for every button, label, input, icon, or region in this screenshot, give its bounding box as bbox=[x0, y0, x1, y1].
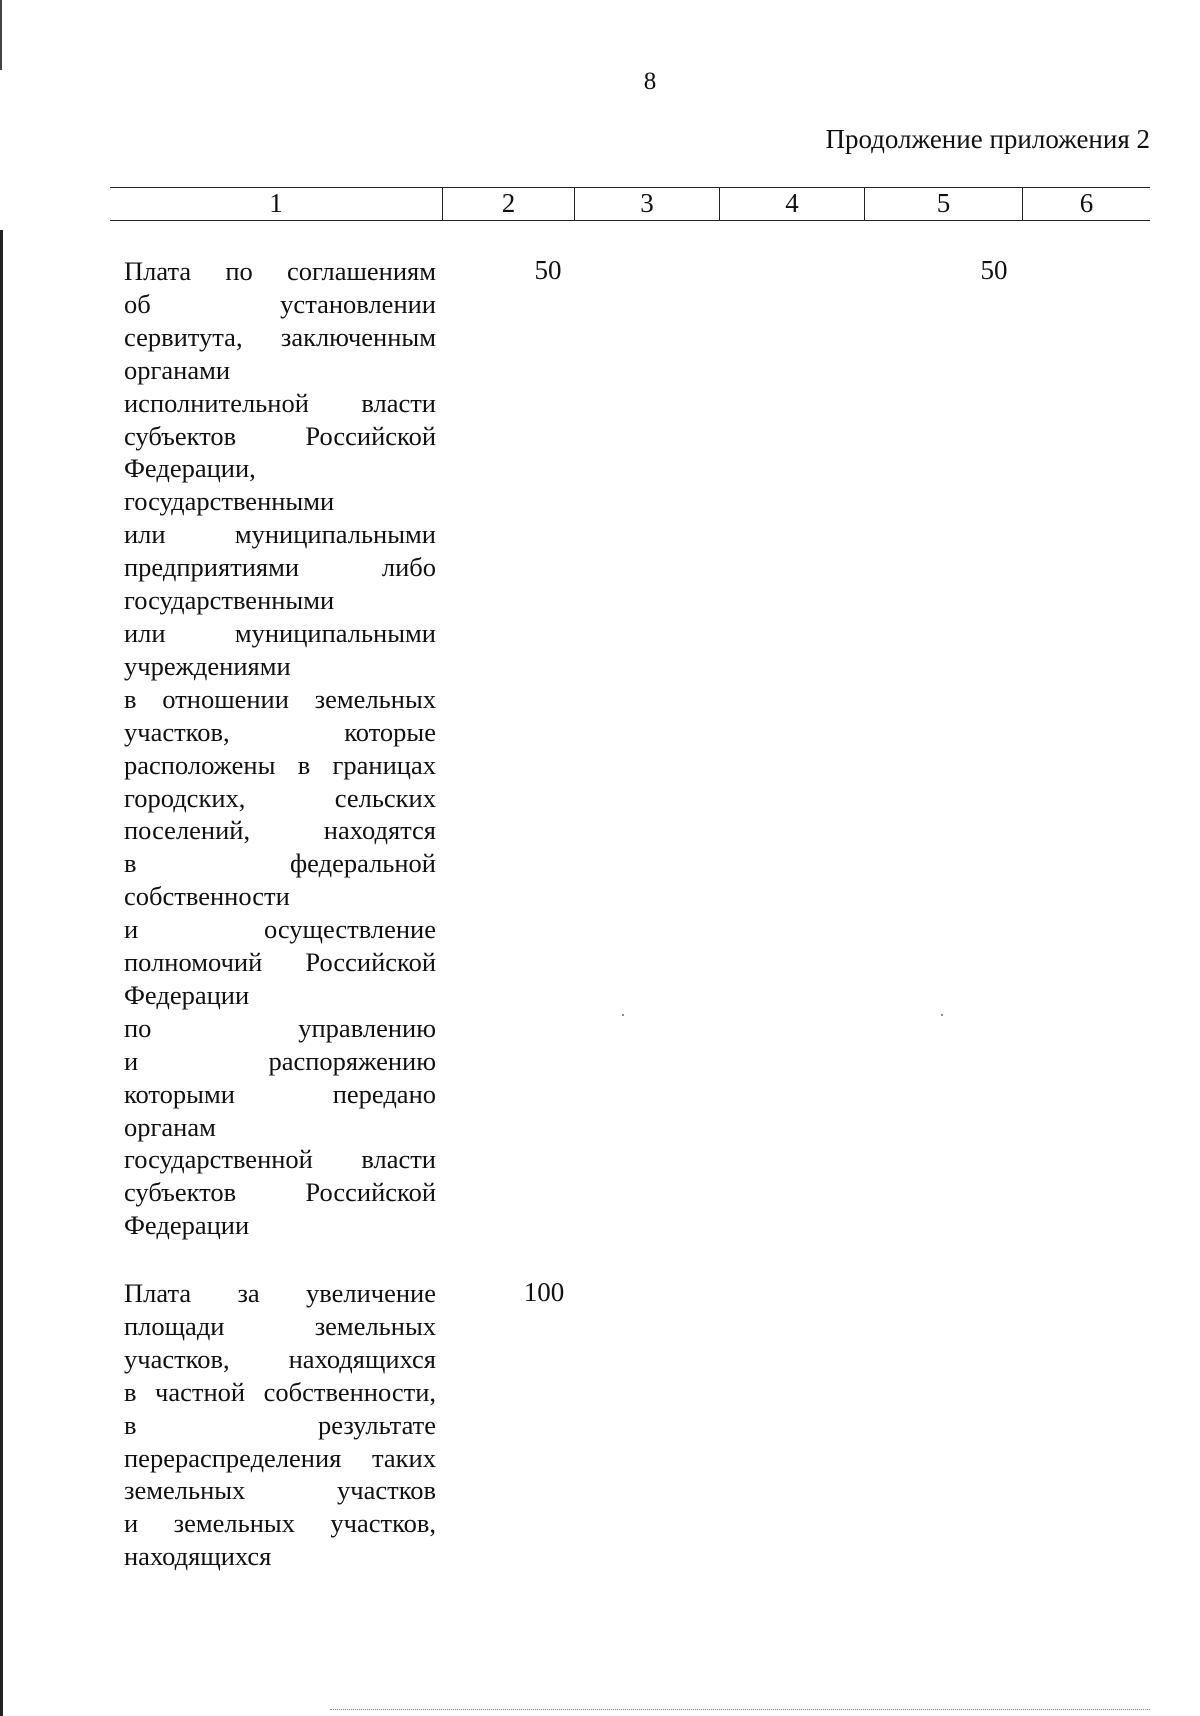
description-line: органам bbox=[124, 1111, 216, 1142]
description-line: Плата по соглашениям bbox=[124, 256, 436, 286]
description-line: и осуществление bbox=[124, 914, 436, 945]
description-line: государственной власти bbox=[124, 1144, 436, 1175]
description-line: учреждениями bbox=[124, 650, 291, 681]
description-line: находящихся bbox=[124, 1541, 272, 1572]
appendix-continuation-label: Продолжение приложения 2 bbox=[825, 124, 1150, 154]
description-line: государственными bbox=[124, 585, 335, 616]
page-number: 8 bbox=[643, 68, 657, 95]
description-line: перераспределения таких bbox=[124, 1442, 436, 1473]
description-line: сервитута, заключенным bbox=[124, 321, 436, 352]
description-line: и распоряжению bbox=[124, 1045, 436, 1076]
table-cell-col5: 50 bbox=[980, 255, 1008, 285]
description-line: в частной собственности, bbox=[124, 1376, 436, 1407]
description-line: земельных участков bbox=[124, 1475, 436, 1506]
description-line: Федерации, bbox=[124, 453, 256, 484]
table-header-row bbox=[110, 187, 1150, 221]
description-line: расположены в границах bbox=[124, 749, 436, 780]
description-line: собственности bbox=[124, 881, 290, 912]
table-cell-col2: 50 bbox=[534, 255, 562, 285]
scan-speck bbox=[622, 1014, 624, 1016]
description-line: в отношении земельных bbox=[124, 683, 436, 714]
description-line: в результате bbox=[124, 1409, 436, 1440]
bottom-scan-line bbox=[330, 1709, 1150, 1711]
column-header-6: 6 bbox=[1022, 188, 1150, 220]
description-line: в федеральной bbox=[124, 848, 436, 879]
scan-speck bbox=[941, 1014, 943, 1016]
description-line: Плата за увеличение bbox=[124, 1278, 436, 1308]
column-header-2: 2 bbox=[442, 188, 574, 220]
table-cell-col2: 100 bbox=[523, 1277, 565, 1307]
description-line: субъектов Российской bbox=[124, 1177, 436, 1208]
scan-edge bbox=[0, 0, 2, 70]
description-line: об установлении bbox=[124, 288, 436, 319]
column-header-3: 3 bbox=[574, 188, 719, 220]
column-header-1: 1 bbox=[269, 188, 283, 218]
description-line: которыми передано bbox=[124, 1078, 436, 1109]
description-line: предприятиями либо bbox=[124, 552, 436, 583]
description-line: участков, находящихся bbox=[124, 1343, 436, 1374]
description-line: городских, сельских bbox=[124, 782, 436, 813]
description-line: участков, которые bbox=[124, 716, 436, 747]
table-row-description bbox=[124, 1277, 436, 1573]
description-line: субъектов Российской bbox=[124, 420, 436, 451]
description-line: Федерации bbox=[124, 1210, 250, 1241]
description-line: или муниципальными bbox=[124, 617, 436, 648]
description-line: органами bbox=[124, 354, 231, 385]
description-line: или муниципальными bbox=[124, 519, 436, 550]
description-line: поселений, находятся bbox=[124, 815, 436, 846]
scan-edge bbox=[0, 230, 3, 1716]
description-line: исполнительной власти bbox=[124, 387, 436, 418]
description-line: Федерации bbox=[124, 979, 250, 1010]
description-line: по управлению bbox=[124, 1012, 436, 1043]
description-line: площади земельных bbox=[124, 1310, 436, 1341]
description-line: государственными bbox=[124, 486, 335, 517]
description-line: полномочий Российской bbox=[124, 947, 436, 978]
description-line: и земельных участков, bbox=[124, 1508, 436, 1539]
column-header-4: 4 bbox=[719, 188, 864, 220]
table-row-description bbox=[124, 255, 436, 1242]
column-header-5: 5 bbox=[864, 188, 1022, 220]
